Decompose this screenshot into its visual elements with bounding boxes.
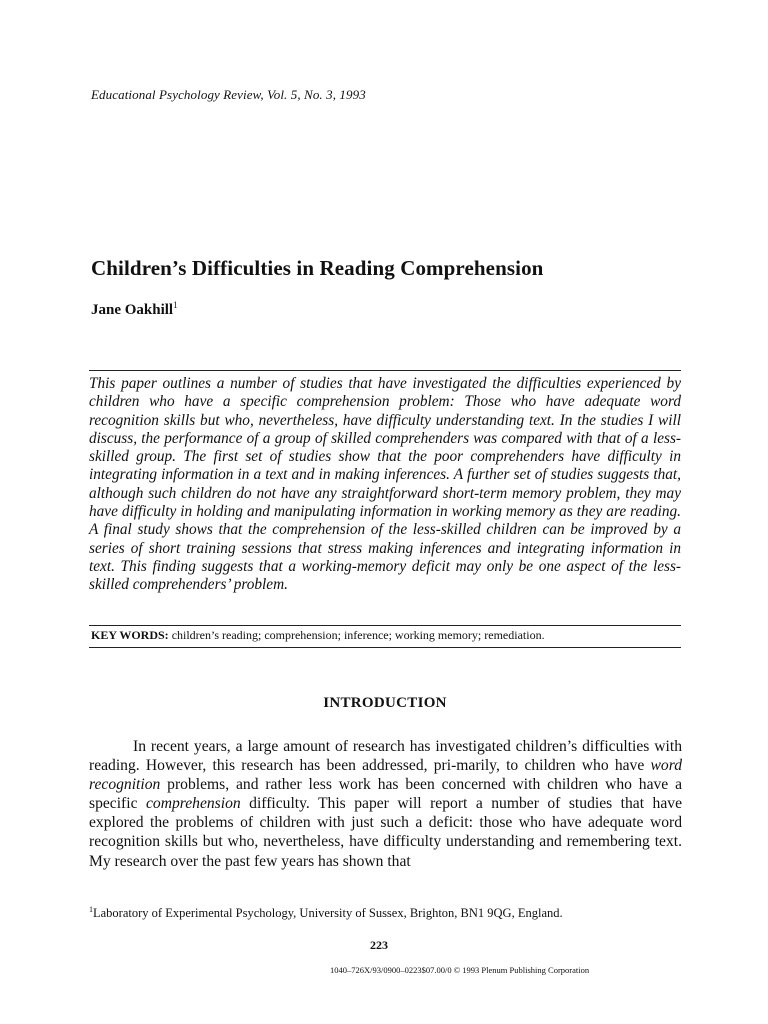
intro-emphasis-comprehension: comprehension xyxy=(145,795,241,813)
intro-text-1: In recent years, a large amount of research has investigated children’s difficulties with reading. However, this research has been addressed, pri-marily, to children who have xyxy=(89,738,682,775)
keywords-line xyxy=(91,628,681,643)
footnote xyxy=(89,906,681,921)
copyright-line: 1040–726X/93/0900–0223$07.00/0 © 1993 Plenum Publishing Corporation xyxy=(330,965,590,975)
abstract-top-rule xyxy=(89,370,681,371)
footnote-text: Laboratory of Experimental Psychology, University of Sussex, Brighton, BN1 9QG, England. xyxy=(93,906,563,920)
paper-title: Children’s Difficulties in Reading Comprehension xyxy=(91,256,544,280)
author-footnote-marker: 1 xyxy=(173,300,178,310)
author-line xyxy=(91,302,178,319)
section-heading: INTRODUCTION xyxy=(323,695,447,711)
introduction-paragraph xyxy=(89,737,682,871)
abstract: This paper outlines a number of studies that have investigated the difficulties experienced by children who have a specific comprehension problem: Those who have adequate word recognition skills but who, nevertheless, have difficulty understanding text. In the studies I will discuss, the performance of a group of skilled comprehenders was compared with that of a less-skilled group. The first set of studies show that the poor comprehenders have difficulty in integrating information in a text and in making inferences. A further set of studies suggests that, although such children do not have any straightforward short-term memory problem, they may have difficulty in holding and manipulating information in working memory as they are reading. A final study shows that the comprehension of the less-skilled children can be improved by a series of short training sessions that stress making inferences and integrating information in text. This finding suggests that a working-memory deficit may only be one aspect of the less-skilled comprehenders’ problem. xyxy=(89,375,681,594)
intro-text-2: problems, and rather less work has been concerned with children who have a specific xyxy=(89,776,682,813)
journal-citation: Educational Psychology Review, Vol. 5, No. 3, 1993 xyxy=(91,87,366,102)
abstract-bottom-rule xyxy=(89,625,681,626)
footnote-marker: 1 xyxy=(89,904,93,914)
author-name: Jane Oakhill xyxy=(91,302,174,318)
intro-text-3: difficulty. This paper will report a number of studies that have explored the problems of children with just such a deficit: those who have adequate word recognition skills but who, nevertheless, have difficulty understanding and remembering text. My research over the past few years has shown that xyxy=(89,795,682,870)
page-number: 223 xyxy=(370,938,388,952)
keywords-label: KEY WORDS: xyxy=(91,628,169,642)
keywords-text: children’s reading; comprehension; inference; working memory; remediation. xyxy=(171,628,545,642)
intro-emphasis-word-recognition: word recognition xyxy=(89,757,682,794)
keywords-bottom-rule xyxy=(89,647,681,648)
